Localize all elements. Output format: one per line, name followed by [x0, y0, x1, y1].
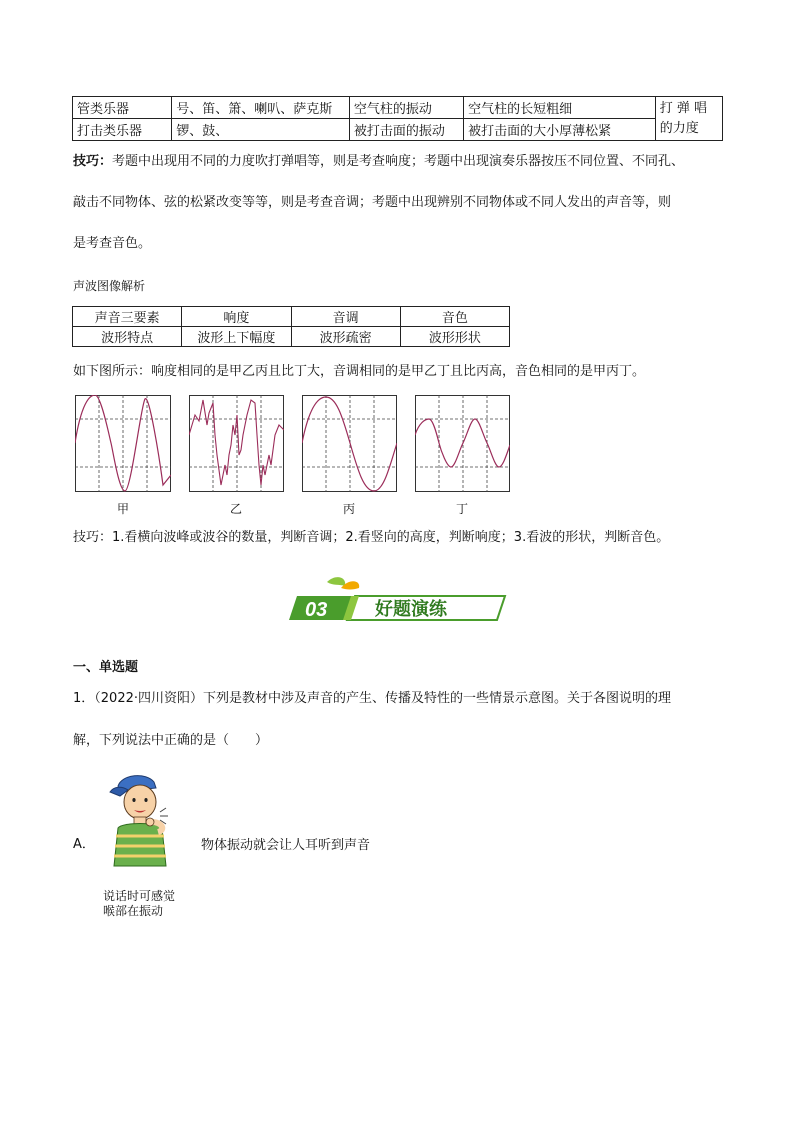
banner-number: 03: [305, 599, 328, 621]
waveform-label-jia: 甲: [116, 502, 129, 516]
table-header: 音调: [291, 307, 400, 327]
question-line-2: 解，下列说法中正确的是（ ）: [73, 733, 269, 748]
illustration-caption-line-2: 喉部在振动: [103, 904, 164, 918]
banner-title: 好题演练: [375, 599, 447, 620]
waveform-bing: [302, 395, 397, 492]
merged-line-1: 打 弹 唱: [659, 100, 708, 116]
table-cell: 被打击面的振动: [349, 119, 463, 141]
option-a-letter[interactable]: A．: [73, 837, 95, 852]
waveform-yi: [189, 395, 284, 492]
table-header: 音色: [400, 307, 509, 327]
instrument-table: [72, 96, 723, 141]
table-header: 响度: [182, 307, 291, 327]
waveform-label-ding: 丁: [455, 502, 468, 516]
waveform-label-bing: 丙: [342, 502, 355, 516]
merged-line-2: 的力度: [659, 120, 699, 136]
table-cell: 号、笛、箫、喇叭、萨克斯: [172, 97, 350, 119]
section-heading: 一、单选题: [73, 660, 139, 675]
option-a-text: 物体振动就会让人耳听到声音: [201, 838, 371, 853]
tip-label: 技巧：: [73, 154, 113, 169]
table-cell: 锣、鼓、: [172, 119, 350, 141]
table-cell: 打击类乐器: [73, 119, 172, 141]
waveform-label-yi: 乙: [229, 502, 242, 516]
tip-paragraph-line-2: 敲击不同物体、弦的松紧改变等等，则是考查音调；考题中出现辨别不同物体或不同人发出的声音等，则: [73, 195, 672, 210]
table-merged-cell: [655, 97, 722, 141]
wave-table: [72, 306, 510, 347]
table-cell: 波形特点: [73, 327, 182, 347]
waveform-ding: [415, 395, 510, 492]
table-cell: 空气柱的振动: [349, 97, 463, 119]
table-cell: 波形疏密: [291, 327, 400, 347]
section-title: 声波图像解析: [73, 279, 146, 293]
figure-intro: 如下图所示：响度相同的是甲乙丙且比丁大，音调相同的是甲乙丁且比丙高，音色相同的是甲丙丁。: [73, 364, 646, 379]
table-cell: 波形上下幅度: [182, 327, 291, 347]
illustration-caption-line-1: 说话时可感觉: [103, 889, 176, 903]
section-banner: [283, 576, 508, 622]
tip-paragraph-line-3: 是考查音色。: [73, 236, 152, 251]
table-cell: 空气柱的长短粗细: [464, 97, 656, 119]
tip-paragraph-line-1: 技巧：考题中出现用不同的力度吹打弹唱等，则是考查响度；考题中出现演奏乐器按压不同位置、不同孔、: [73, 154, 685, 169]
table-cell: 管类乐器: [73, 97, 172, 119]
boy-speaking-illustration: [100, 772, 190, 882]
waveform-jia: [75, 395, 171, 492]
table-header: 声音三要素: [73, 307, 182, 327]
table-cell: 被打击面的大小厚薄松紧: [464, 119, 656, 141]
table-cell: 波形形状: [400, 327, 509, 347]
question-line-1: 1．（2022·四川资阳）下列是教材中涉及声音的产生、传播及特性的一些情景示意图。关于各图说明的理: [73, 691, 671, 706]
tip-2: 技巧：1.看横向波峰或波谷的数量，判断音调；2.看竖向的高度，判断响度；3.看波的形状，判断音色。: [73, 530, 670, 545]
